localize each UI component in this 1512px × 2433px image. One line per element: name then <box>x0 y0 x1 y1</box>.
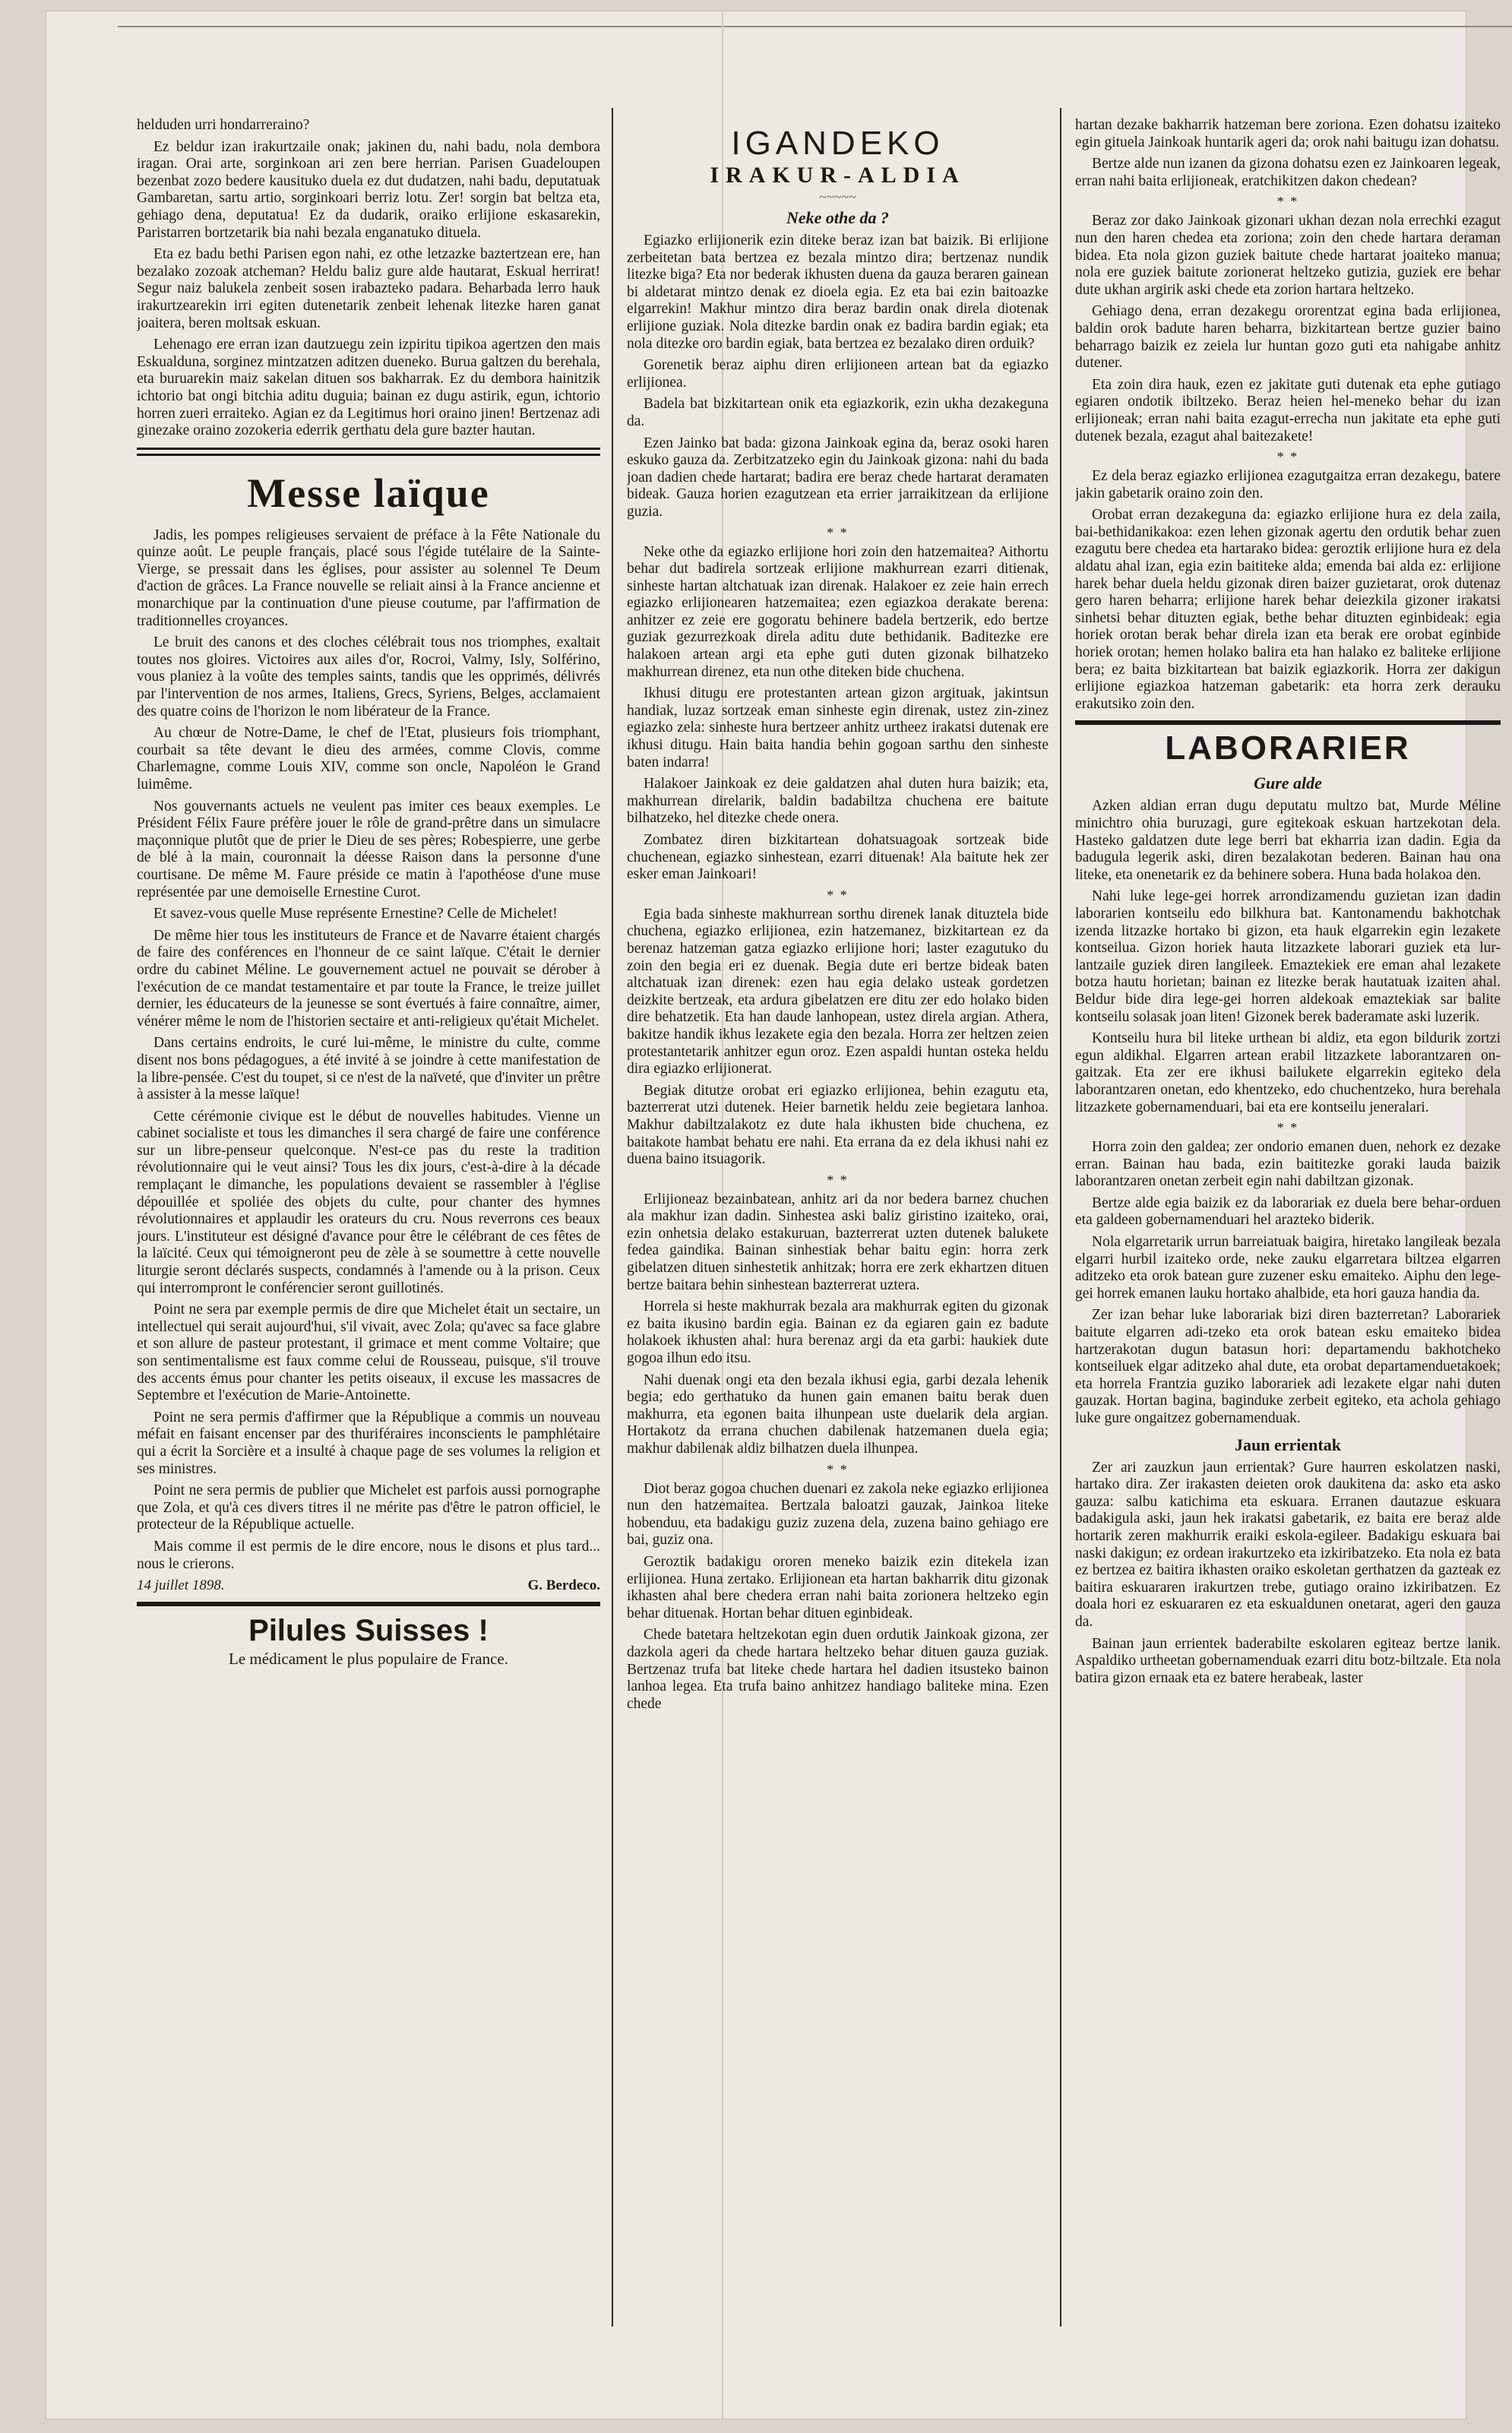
paragraph: Ez beldur izan irakurtzaile onak; jakinen du, nahi badu, nola dembora iragan. Orai arte, sorginkoan ari zen bere herrian. Parisen Guadeloupen bezenbat zozo bedere kausituko duela ez dut dudatzen, nahi badu, deputatuak Gambaretan, sartu artio, sorginkoari berriz lotu. Zer! sorgin bat beltza eta, gehiago dena, deputatua! Ez da dudarik, oraiko erlijione eskasarekin, Paristarren bortzetarik bia nahi bezala enganatuko dituela. <box>137 138 600 241</box>
paragraph: Zer izan behar luke laborariak bizi diren bazterretan? Laborariek baitute elgarren adi-tzeko eta orok batean esku emaiteko bidea hartzerakotan dugun batasun hori: departamendu bakhotcheko kontseiluek elgar aditzeko ahal dute, eta orobat departamenduetakoek; eta horrela Frantzia guziko laborariek adi lezakete elgar nahi duten gauzak. Hortan bagina, baginduke zerbeit egiteko, eta achola gehiago luke gure ongaitzez gobernamenduak. <box>1075 1307 1501 1426</box>
section-divider <box>137 448 600 456</box>
paragraph: Eta ez badu bethi Parisen egon nahi, ez othe letzazke baztertzean ere, han bezalako zozoak atcheman? Heldu baliz gure alde hautarat, Eskual herrirat! Segur naiz balukela zenbeit sosen irabazteko padara. Beharbada lerro hauk irakurtzearekin irri egiten dutenetarik zenbeit lehenak litezke haren ganat joaitera, beren moltsak eskuan. <box>137 246 600 331</box>
paragraph: Bertze alde nun izanen da gizona dohatsu ezen ez Jainkoaren legeak, erran nahi baita erlijioneak, eratchikitzen dakon chedean? <box>1075 156 1501 189</box>
section-break-asterism: * * <box>827 887 849 903</box>
section-break-asterism: * * <box>827 524 849 540</box>
ad-title-pilules-suisses: Pilules Suisses ! <box>248 1614 489 1648</box>
paragraph: Ez dela beraz egiazko erlijionea ezagutgaitza erran dezakegu, batere jakin gabetarik oraino zoin den. <box>1075 468 1501 501</box>
paragraph: Le bruit des canons et des cloches célébrait tous nos triomphes, exaltait toutes nos gloires. Victoires aux ailes d'or, Rocroi, Valmy, Isly, Solférino, vous planiez à la voûte des temples saints, tandis que les opprimés, délivrés par l'intervention de nos armes, Italiens, Grecs, Syriens, Belges, acclamaient des quatre coins de l'horizon le nom libérateur de la France. <box>137 634 600 720</box>
paragraph: Azken aldian erran dugu deputatu multzo bat, Murde Méline minichtro ohia buruzagi, gure egitekoak eskuan hartzekotan dela. Hasteko galdatzen dute lege berri bat ekharria izan dadin. Egia da badugula legerik aski, diren bezalakotan bederen. Bainan hau ona liteke, eta onenetarik ez da behinere sobera. Huna bada holakoa den. <box>1075 798 1501 883</box>
paragraph: Geroztik badakigu ororen meneko baizik ezin ditekela izan erlijionea. Huna zertako. Erlijionean eta hartan bakharrik ditu gizonak ikhasten ahal bere chedera erran nahi baita zorionera heltzeko egin behar dituenak. Hortan behar dituen eginbideak. <box>627 1553 1049 1621</box>
column-3 <box>1075 117 1501 2412</box>
newspaper-page <box>46 11 1501 2419</box>
paragraph: Cette cérémonie civique est le début de nouvelles habitudes. Vienne un cabinet socialiste et tous les dimanches il sera chargé de faire une conférence sur un libre-penseur quelconque. N'est-ce pas du reste la tradition révolutionnaire qui le veut ainsi? Tous les dix jours, c'est-à-dire à la décade remplaçant le dimanche, les populations devaient se rassembler à l'église dépouillée et spoliée des objets du culte, pour chanter des hymnes révolutionnaires et applaudir les orateurs du cru. Nous reverrons ces beaux jours. L'instituteur est désigné d'avance pour être le célébrant de ces fêtes de la laïcité. Ceux qui témoigneront peu de zèle à se soumettre à cette nouvelle liturgie seront déclarés suspects, condamnés à l'amende ou à la prison. Ceux qui interrompront le conférencier seront guillotinés. <box>137 1108 600 1296</box>
paragraph: Egia bada sinheste makhurrean sorthu direnek lanak dituztela bide chuchena, egiazko erlijionea, ezin hatzemanez, bizkitartean ez da berenaz hatzeman gatza egiazko erlijione hori; laster ezagutuko du zoin den begia eri ez duenak. Begia dute eri bertze bideak baten altchatuak izan direnek: ezen hau egia delako usteak gordetzen deizkite bertzeak, eta ardura gibelatzen ere ditu zer edo holako biden dire behatzetik. Eta han daude lanhopean, ustez direla argian. Athera, bakitze handik ikhus lezakete egia den bezala. Horra zer heltzen zeien protestantetarik anhitzer egun oroz. Ezen aspaldi huntan osteka heldu dira egiazko erlijionerat. <box>627 906 1049 1077</box>
paragraph: Lehenago ere erran izan dautzuegu zein izpiritu tipikoa agertzen den mais Eskualduna, sorginez mintzatzen aditzen dueneko. Burua galtzen du berehala, eta buruarekin maiz sakelan dituen sos bakharrak. Ez du dembora hainitzik ichtorio bat ongi bitchia aditu duguia; bainan ez dugu astirik, egun, ichtorio horren zueri erraiteko. Agian ez da Legitimus hori oraino jinen! Bertzenaz adi ginezake oraino zozokeria ederrik gerthatu dela gure bazter hautan. <box>137 337 600 439</box>
paragraph: helduden urri hondarreraino? <box>137 117 310 133</box>
section-title-igandeko: IGANDEKO <box>731 125 944 162</box>
paragraph: Au chœur de Notre-Dame, le chef de l'Etat, plusieurs fois triomphant, courbait sa tête devant le dieu des armées, comme Clovis, comme Charlemagne, comme Louis XIV, comme son oncle, Napoléon le Grand luimême. <box>137 725 600 793</box>
paragraph: Dans certains endroits, le curé lui-même, le ministre du culte, comme disent nos bons pédagogues, a été invité à se joindre à cette manifestation de la libre-pensée. C'est du toupet, si ce n'est de la naïveté, que d'inviter un prêtre à assister à la messe laïque! <box>137 1035 600 1103</box>
section-divider <box>137 1602 600 1606</box>
paragraph: Eta zoin dira hauk, ezen ez jakitate guti dutenak eta ephe gutiago egiaren ondotik ibiltzeko. Beraz heien hel-meneko behar du izan erlijioneak; erran nahi baita ezagut-errecha nun jakitate eta ephe guti dutenek bezala, ezagut ahal baitezakete! <box>1075 376 1501 445</box>
paragraph: Erlijioneaz bezainbatean, anhitz ari da nor bedera barnez chuchen ala makhur izan dadin. Sinhestea aski baliz giristino izaiteko, orai, ezin onhetsia delako estakuruan, bazterrerat uzten dutenek balukete fedea gaindika. Bainan sinhestiak behar baitu egin: horra zerk gibelatzen dituen sinhestetik anhitzak; horra ere zerk ekhartzen dituen bertze baitara behin sinhestean bazterrerat uztera. <box>627 1191 1049 1293</box>
paragraph: Diot beraz gogoa chuchen duenari ez zakola neke egiazko erlijionea nun den hatzemaitea. Bertzala baloatzi gauzak, Jainkoa liteke hobenduu, eta badakigu guziz zuzena dela, zuzena baino gehiago ere bai, guziz ona. <box>627 1480 1049 1549</box>
paragraph: Chede batetara heltzekotan egin duen ordutik Jainkoak gizona, zer dazkola ageri da chede hartara heltzeko behar dituen gauza guziak. Bertzenaz trufa bat liteke chede hartara hel dadien itsusteko bainon lanhoa legea. Eta trufa baino anhitzez handiago baliteke mina. Ezen chede <box>627 1627 1049 1712</box>
paragraph: Begiak ditutze orobat eri egiazko erlijionea, behin ezagutu eta, bazterrerat utzi dutenek. Heier barnetik heldu zeie begietara lanhoa. Makhur dabiltzalakotz ez dute hala ikhusten bide chuchena, ez baitakote hambat behatu ere nahi. Eta errana da ez dela ikhusi nahi ez duena baino itsuagorik. <box>627 1082 1049 1168</box>
column-1 <box>137 117 600 2381</box>
article-title-messe-laique: Messe laïque <box>247 470 490 516</box>
paragraph: Point ne sera permis de publier que Michelet est parfois aussi pornographe que Zola, et qu'à ces divers titres il ne mérite pas d'être le patron officiel, le protecteur de la République actuelle. <box>137 1482 600 1533</box>
section-title-laborarier: LABORARIER <box>1165 729 1411 767</box>
paragraph: Ezen Jainko bat bada: gizona Jainkoak egina da, beraz osoki haren eskuko gauza da. Zerbitzatzeko egin du Jainkoak gizona: nahi du bada joan dadien chede hartarat; badira ere beraz chede hartarat deramaten bideak. Gauza horien ezagutzean eta errier jarraikitzean da erlijione guzia. <box>627 435 1049 520</box>
paragraph: Nos gouvernants actuels ne veulent pas imiter ces beaux exemples. Le Président Félix Faure préfère jouer le rôle de grand-prêtre dans un simulacre maçonnique plutôt que de prier le Dieu de ses pères; Robespierre, une gerbe de blé à la main, couronnait la déesse Raison dans la personne d'une courtisane. De même M. Faure préside ce matin à l'apothéose d'une muse représentée par une demoiselle Ernestine Curot. <box>137 798 600 900</box>
section-break-asterism: * * <box>827 1172 849 1188</box>
column-rule <box>1060 108 1061 2327</box>
paragraph: Gorenetik beraz aiphu diren erlijioneen artean bat da egiazko erlijionea. <box>627 357 1049 391</box>
paragraph: Horra zoin den galdea; zer ondorio emanen duen, nehork ez dezake erran. Bainan hau bada, ezin baititezke goraki lauda baizik laborantzaren onetan zerbeit egin nahi dabiltzan gizonak. <box>1075 1139 1501 1190</box>
paragraph: Neke othe da egiazko erlijione hori zoin den hatzemaitea? Aithortu behar dut badirela sortzeak erlijione makhurrean ezarri ditienak, sinheste hartan altchatuak izan direnak. Halakoer ez zeie hain errech egiazko erlijionearen hatzemaitea; ezen egiazkoa derakate berena: anhitzer ez zeie ere gogoratu behinere badela bertzerik, edo bertze guziak gezurrezkoak direla aditu dute bethidanik. Baditezke ere halakoen artean argi eta ephe guti duten gizonak bilhatzeko makhurrean direnez, eta nun othe diteken bide chuchena. <box>627 543 1049 680</box>
paragraph: Mais comme il est permis de le dire encore, nous le disons et plus tard... nous le crierons. <box>137 1538 600 1572</box>
paragraph: Beraz zor dako Jainkoak gizonari ukhan dezan nola errechki ezagut nun den haren chedea eta zoriona; zoin den chede hartara deraman bidea. Eta nola gizon guziek baitute chede hartarat joaiteko manua; nola ere guziek baitute zorionerat heltzeko gutizia, guziek ere behar dute ukhan argirik aski chede eta zorion hartara heltzeko. <box>1075 213 1501 298</box>
ad-subtitle: Le médicament le plus populaire de France. <box>229 1650 508 1669</box>
paragraph: Bainan jaun errientek baderabilte eskolaren egiteaz bertze lanik. Aspaldiko urtheetan gobernamenduak ezarri ditu botz-biltzale. Eta nola batira gizon ernaak eta ez batere herabeak, laster <box>1075 1635 1501 1686</box>
article-date: 14 juillet 1898. <box>137 1577 225 1594</box>
paragraph: De même hier tous les instituteurs de France et de Navarre étaient chargés de faire des conférences en l'honneur de ce saint laïque. C'était le dernier ordre du cabinet Méline. Le gouvernement actuel ne pouvait se dérober à l'exécution de ce mandat testamentaire et par toute la France, le treize juillet dernier, les éducateurs de la jeunesse se sont évertués à faire connaître, aimer, vénérer même le nom de l'historien sectaire et anti-religieux qu'était Michelet. <box>137 927 600 1030</box>
section-break-asterism: * * <box>1276 194 1299 210</box>
paragraph: Jadis, les pompes religieuses servaient de préface à la Fête Nationale du quinze août. Le peuple français, placé sous l'égide tutélaire de la Sainte-Vierge, se pressait dans les églises, pour assister au solennel Te Deum d'action de grâces. La France nouvelle se reliait ainsi à la France ancienne et monarchique par la continuation d'une pieuse coutume, par l'affirmation de traditionnelles croyances. <box>137 527 600 629</box>
top-rule <box>118 26 1512 27</box>
article-title-neke-othe-da: Neke othe da ? <box>786 208 890 227</box>
paragraph: Point ne sera permis d'affirmer que la République a commis un nouveau méfait en faisant encenser par des thuriféraires inconscients le pamphlétaire qui a écrit la Sorcière et a insulté à chaque page de ses volumes la religion et ses ministres. <box>137 1409 600 1477</box>
paragraph: Orobat erran dezakeguna da: egiazko erlijione hura ez dela zaila, bai-bethidanikakoa: ezen lehen gizonak agertu den ordutik behar zuen ezagutu bere chedea eta hartarako bidea: geroztik erlijione hura ez dela aldatu ahal izan, egia ezin baititeke alda; emenda bai alda ez: erlijione harek behar duela heldu gizonak diren baizer guzietarat, orok dutenaz gero haren beharra; erlijione harek behar deiezkila gizoner irakatsi sinhetsi behar dituzten egiak, bethe behar dituzten eginbideak: egia horiek orotan berak behar direla izan eta berak ere orobat eginbide horiek orotan; hemen holako balira eta han halako ez baliteke erlijione bera; ez baita bizkitartean bat baizik egiazkorik. Horra zer dakigun erlijione egiazkoa hatzeman gabetarik: eta horra zerk derauku erakutsiko zoin den. <box>1075 507 1501 712</box>
section-divider <box>1075 720 1501 725</box>
column-2 <box>627 117 1049 2321</box>
section-break-asterism: * * <box>1276 1120 1299 1136</box>
paragraph: Et savez-vous quelle Muse représente Ernestine? Celle de Michelet! <box>153 906 558 922</box>
article-signature <box>137 1577 600 1594</box>
paragraph: hartan dezake bakharrik hatzeman bere zoriona. Ezen dohatsu izaiteko egin gituela Jainkoak huntarik ageri da; orok nahi baitugu izan dohatsu. <box>1075 117 1501 150</box>
section-break-asterism: * * <box>827 1461 849 1477</box>
paragraph: Halakoer Jainkoak ez deie galdatzen ahal duten hura baizik; eta, makhurrean direlarik, baldin badabiltza chuchena ere baitute bilhatzeko, hel ditezke chede onera. <box>627 776 1049 827</box>
column-rule <box>612 108 613 2327</box>
paragraph: Gehiago dena, erran dezakegu ororentzat egina bada erlijionea, baldin orok badute haren beharra, bizkitartean bertze guzier baino beharrago baizik ez zeiela lur huntan gozo guti eta nahigabe anhitz dutener. <box>1075 303 1501 372</box>
paragraph: Bertze alde egia baizik ez da laborariak ez duela bere behar-orduen eta galdeen gobernamenduari hel arazteko biderik. <box>1075 1194 1501 1229</box>
paragraph: Badela bat bizkitartean onik eta egiazkorik, ezin ukha dezakeguna da. <box>627 396 1049 429</box>
paragraph: Horrela si heste makhurrak bezala ara makhurrak egiten du gizonak ez baita ikusino bardin egia. Bainan ez da egiaren gain ez badute holakoek ikhusten ahal: hura berenaz argi da eta garbi: haukiek dute gogoa ilhun edo itsu. <box>627 1299 1049 1367</box>
section-subtitle-irakur-aldia: IRAKUR-ALDIA <box>710 163 966 188</box>
paragraph: Zombatez diren bizkitartean dohatsuagoak sortzeak bide chuchenean, egiazko sinhestean, ezarri dituenak! Ala baitute hek zer esker eman Jainkoari! <box>627 832 1049 883</box>
paragraph: Ikhusi ditugu ere protestanten artean gizon argituak, jakintsun handiak, luzaz sortzeak eman sinheste egin direnak, ustez zin-zinez egiazko zela: sinheste hura bertzeer anhitz urtheez irakatsi dutenak ere ikhusi ditugu. Hain baita handia behin gogoan sarthu den sinheste baten indarra! <box>627 685 1049 770</box>
section-break-asterism: * * <box>1276 449 1299 465</box>
paragraph: Nola elgarretarik urrun barreiatuak baigira, hiretako langileak bezala elgarri hurbil izaiteko orde, neke zauku elgarretara biltzea elgarren aditzeko eta orok batean gure zuzener esku emaiteko. Aiphu den lege-gei horrek emanen lauku hortako ahalbide, eta hori gauza handia da. <box>1075 1234 1501 1302</box>
paragraph: Zer ari zauzkun jaun errientak? Gure haurren eskolatzen naski, hartako dira. Zer irakasten deieten orok daukitena da: asko eta asko gauza: salbu katichima eta eskuara. Erranen dautazue eskuara badakigula aski, jaun hek irakatsi gabetarik, ez baita ere beraz alde hortarik zeren makhurrik eraiki eskola-egileer. Badakigu eskuara bai naski dakigun; ez ordean irakurtzeko eta izkiribatzeko. Eta nola ez bata ez bertzea ez baitira ikhasten oraiko eskoletan gerthatzen da gazteak ez baitira eskuararen irakurtzen trebe, gutiago oraino izkiribatzen. Ez doala hori ez eskuararen ez eta eskualdunen onetarat, ageri den gauza da. <box>1075 1459 1501 1630</box>
paragraph: Kontseilu hura bil liteke urthean bi aldiz, eta egon bildurik zortzi egun aldikhal. Elgarren artean erabil litzazkete laborantzaren on-gaitzak. Eta zer ere ikhusi bailukete elgarrekin egiteko dela laborantzaren onetan, edo khentzeko, edo chuchentzeko, hura berehala litzazkete gobernamenduari, bai eta ere kontseilu jeneralari. <box>1075 1030 1501 1115</box>
article-title-gure-alde: Gure alde <box>1254 774 1322 793</box>
paragraph: Nahi luke lege-gei horrek arrondizamendu guzietan izan dadin laborarien kontseilu edo bilkhura bat. Kantonamendu bakhotchak izenda litzazke hortako bi gizon, eta hauk elgarrekin egin lezakete kontseilua. Gizon horiek hauta litzazkete laborari guziek eta lur-lantzaile guziek diren langileek. Emaztekiek ere eman ahal lezakete botza hautu horietan; bainan ez litezke berak hautatuak izaiten ahal. Beldur bide dira lege-gei horren aldekoak emaztekiak sar balite kontseilu solasak joan liten! Gizonek berek baderamate aski luzerik. <box>1075 888 1501 1025</box>
article-author: G. Berdeco. <box>527 1577 600 1594</box>
paragraph: Point ne sera par exemple permis de dire que Michelet était un sectaire, un intellectuel qui serait aujourd'hui, s'il vivait, avec Zola; qu'avec sa face glabre et son allure de pasteur protestant, il grimace et ment comme Voltaire; que son sentimentalisme est faux comme celui de Rousseau, puisque, s'il trouve des accents émus pour chanter les petits oiseaux, il excuse les massacres de Septembre et l'exécution de Marie-Antoinette. <box>137 1302 600 1404</box>
paragraph: Egiazko erlijionerik ezin diteke beraz izan bat baizik. Bi erlijione zerbeitetan bata bertzea ez bezala mintzo dira; bertzenaz nundik litezke biga? Eta nor bederak ikhusten duena da gauza beraren gainean bi aldetarat mintzo denak ez dioela egia. Ez eta bai ezin baitoazke elgarrekin! Makhur mintzo dira beraz bardin onak direla diotenak erlijione guziak. Nola ditezke bardin onak ez badira bardin egiak; eta nola ditezke oro bardin egiak, bata bertzea ez bezalako diren orduik? <box>627 233 1049 352</box>
paragraph: Nahi duenak ongi eta den bezala ikhusi egia, garbi dezala lehenik begia; edo gerthatuko da hunen gain emanen baitu berak duen makhurra, eta egonen baita ilhunpean uste duelarik dela argian. Hortakotz da errana chuchen dabilenak hatzemanen duela egia; makhur dabilenak aldiz bilhatzen duela ilhunpea. <box>627 1372 1049 1457</box>
ornament: ~~~~~ <box>819 189 856 204</box>
article-title-jaun-errientak: Jaun errientak <box>1235 1435 1341 1454</box>
